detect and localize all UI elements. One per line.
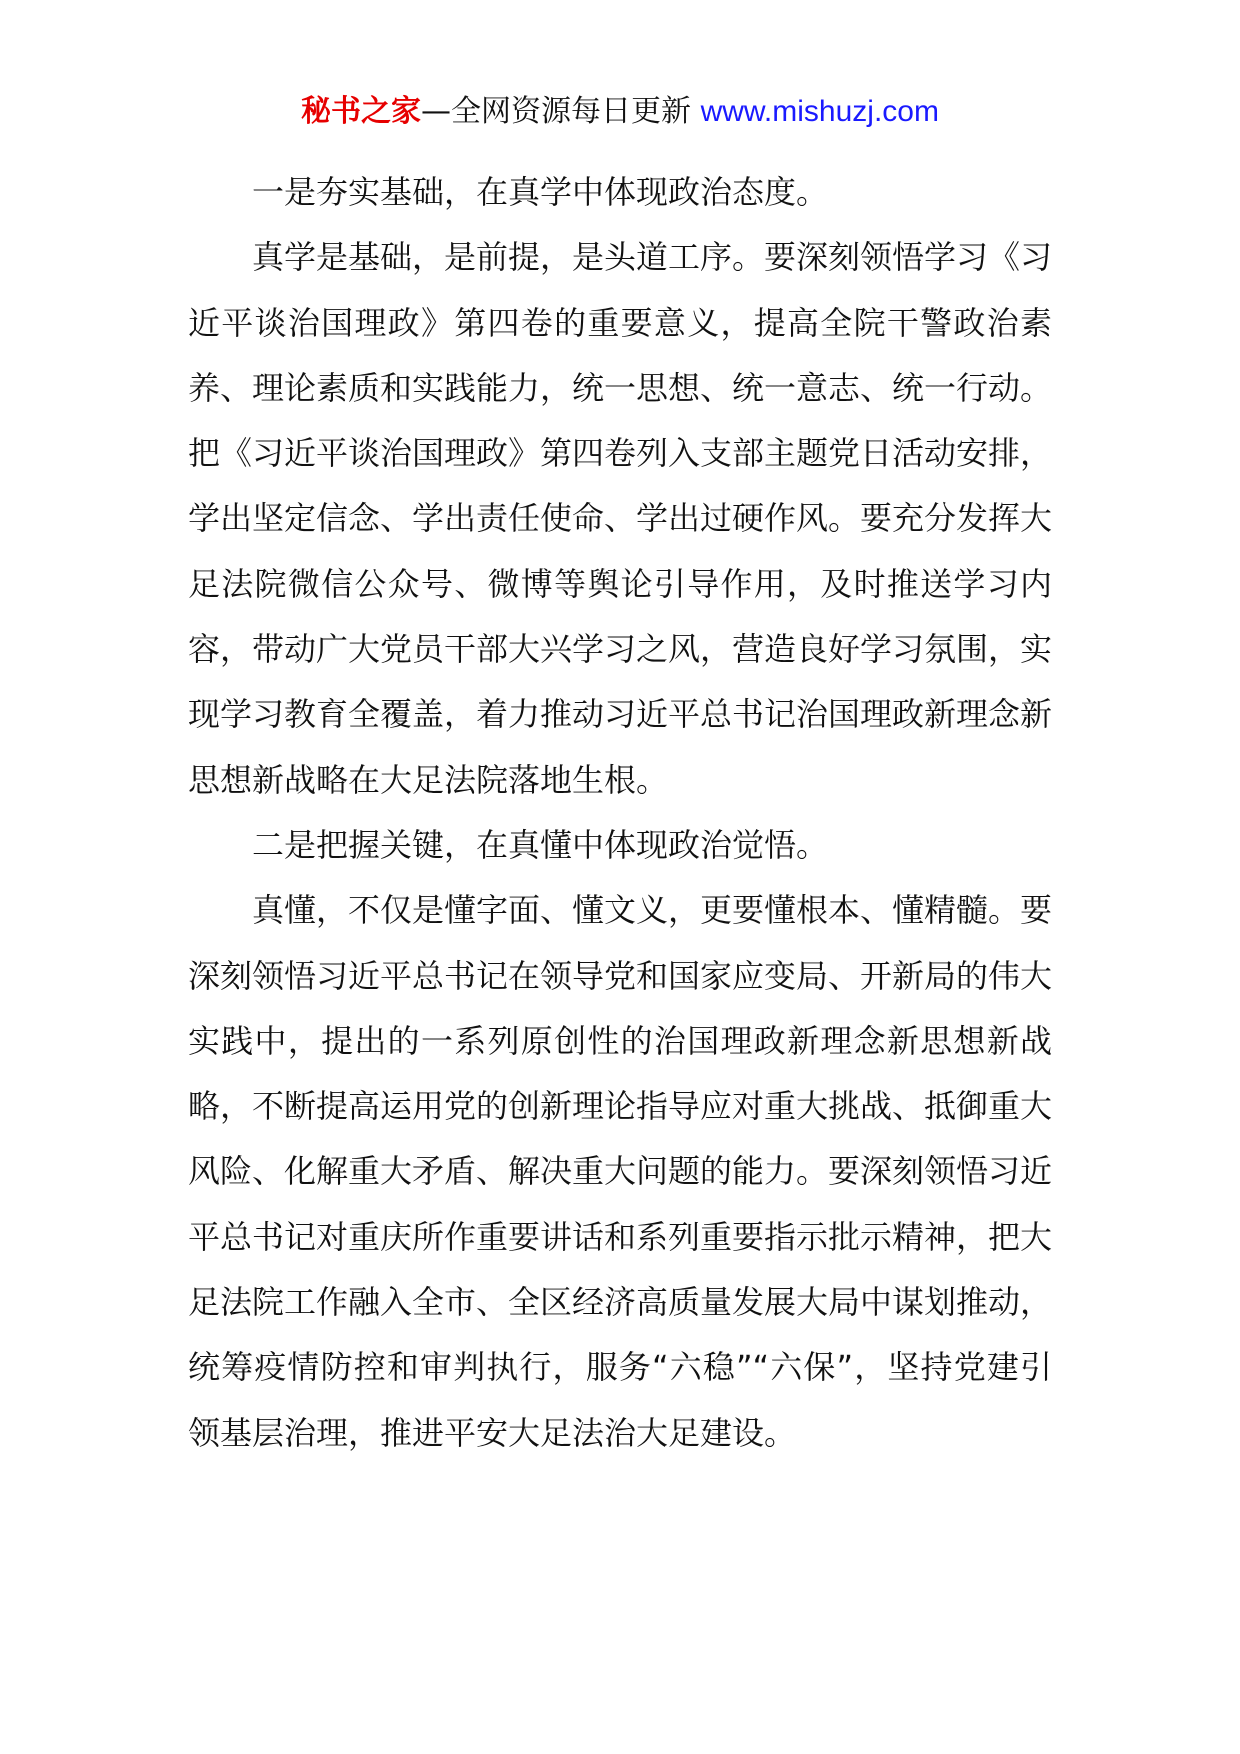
section-heading-2: 二是把握关键，在真懂中体现政治觉悟。: [252, 825, 829, 864]
page-header: [0, 92, 1240, 132]
document-body: [188, 160, 1052, 1466]
header-tagline: —全网资源每日更新: [421, 94, 692, 129]
body-paragraph-2: 真懂，不仅是懂字面、懂文义，更要懂根本、懂精髓。要深刻领悟习近平总书记在领导党和国家应变局、开新局的伟大实践中，提出的一系列原创性的治国理政新理念新思想新战略，不断提高运用党的创新理论指导应对重大挑战、抵御重大风险、化解重大矛盾、解决重大问题的能力。要深刻领悟习近平总书记对重庆所作重要讲话和系列重要指示批示精神，把大足法院工作融入全市、全区经济高质量发展大局中谋划推动，统筹疫情防控和审判执行，服务“六稳”“六保”，坚持党建引领基层治理，推进平安大足法治大足建设。: [188, 891, 1053, 1452]
body-paragraph-1: 真学是基础，是前提，是头道工序。要深刻领悟学习《习近平谈治国理政》第四卷的重要意义，提高全院干警政治素养、理论素质和实践能力，统一思想、统一意志、统一行动。把《习近平谈治国理政》第四卷列入支部主题党日活动安排，学出坚定信念、学出责任使命、学出过硬作风。要充分发挥大足法院微信公众号、微博等舆论引导作用，及时推送学习内容，带动广大党员干部大兴学习之风，营造良好学习氛围，实现学习教育全覆盖，着力推动习近平总书记治国理政新理念新思想新战略在大足法院落地生根。: [188, 238, 1053, 799]
brand-name: 秘书之家: [301, 94, 422, 129]
section-heading-1: 一是夯实基础，在真学中体现政治态度。: [252, 173, 829, 211]
site-url-link[interactable]: www.mishuzj.com: [700, 95, 939, 128]
